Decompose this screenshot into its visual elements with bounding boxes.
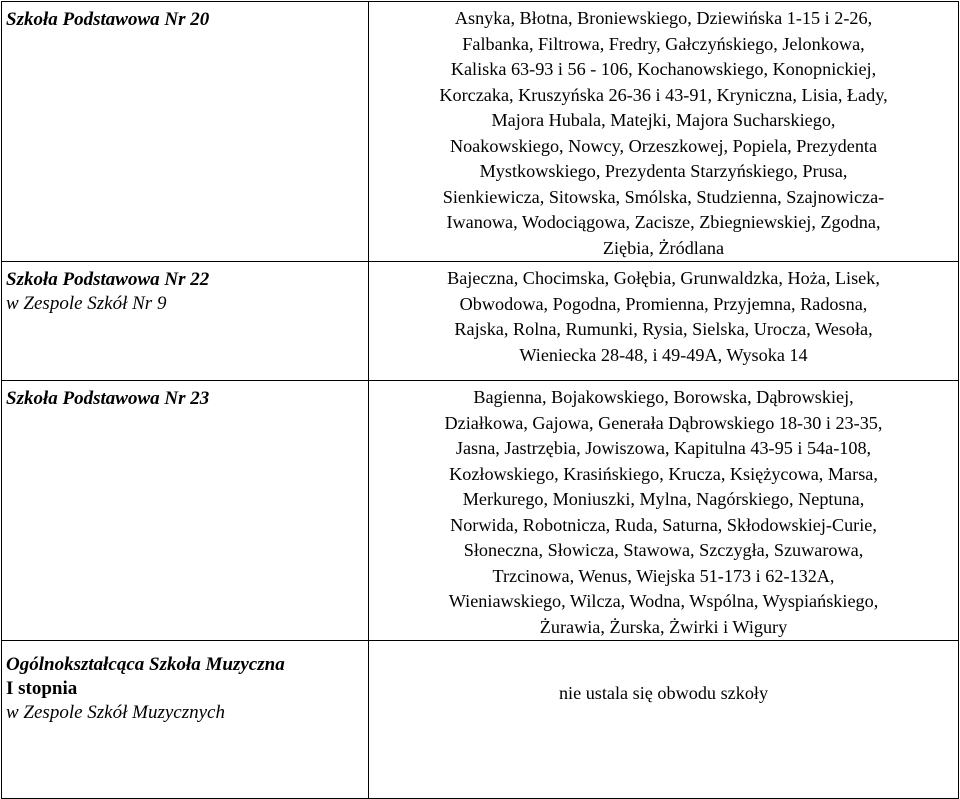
school-districts-table <box>1 1 959 799</box>
streets-line: Ziębia, Żródlana <box>602 237 725 258</box>
streets-line: Iwanowa, Wodociągowa, Zacisze, Zbiegniewskiej, Zgodna, <box>446 212 881 232</box>
streets-line: Jasna, Jastrzębia, Jowiszowa, Kapitulna 43-95 i 54a-108, <box>455 438 872 458</box>
streets-line: Słoneczna, Słowicza, Stawowa, Szczygła, Szuwarowa, <box>463 540 864 560</box>
streets-line: Obwodowa, Pogodna, Promienna, Przyjemna, Radosna, <box>459 293 868 314</box>
streets-line: Norwida, Robotnicza, Ruda, Saturna, Skłodowskiej-Curie, <box>450 514 877 535</box>
table-row <box>2 641 959 799</box>
school-subtitle: w Zespole Szkół Muzycznych <box>6 702 225 723</box>
streets-cell <box>369 2 959 262</box>
streets-line: Merkurego, Moniuszki, Mylna, Nagórskiego, Neptuna, <box>462 489 865 509</box>
streets-cell <box>369 381 959 641</box>
no-district-note: nie ustala się obwodu szkoły <box>558 683 769 703</box>
streets-line: Noakowskiego, Nowcy, Orzeszkowej, Popiela, Prezydenta <box>449 135 878 156</box>
streets-line: Rajska, Rolna, Rumunki, Rysia, Sielska, Urocza, Wesoła, <box>454 319 873 339</box>
school-level: I stopnia <box>6 678 78 699</box>
streets-line: Sienkiewicza, Sitowska, Smólska, Studzienna, Szajnowicza- <box>442 186 885 207</box>
streets-line: Korczaka, Kruszyńska 26-36 i 43-91, Kryniczna, Lisia, Łady, <box>439 84 888 105</box>
streets-line: Falbanka, Filtrowa, Fredry, Gałczyńskiego, Jelonkowa, <box>462 33 865 54</box>
streets-cell <box>369 262 959 381</box>
school-name: Ogólnokształcąca Szkoła Muzyczna <box>6 654 285 675</box>
school-name-cell <box>2 2 369 262</box>
school-name-cell <box>2 641 369 799</box>
school-name-cell <box>2 262 369 381</box>
school-name: Szkoła Podstawowa Nr 23 <box>6 388 210 409</box>
school-name: Szkoła Podstawowa Nr 20 <box>6 9 210 30</box>
streets-line: Bagienna, Bojakowskiego, Borowska, Dąbrowskiej, <box>473 387 854 407</box>
streets-line: Działkowa, Gajowa, Generała Dąbrowskiego 18-30 i 23-35, <box>444 412 883 433</box>
streets-line: Majora Hubala, Matejki, Majora Sucharskiego, <box>491 110 836 130</box>
school-name: Szkoła Podstawowa Nr 22 <box>6 269 210 290</box>
streets-line: Kaliska 63-93 i 56 - 106, Kochanowskiego, Konopnickiej, <box>450 59 877 79</box>
streets-line: Trzcinowa, Wenus, Wiejska 51-173 i 62-132A, <box>492 565 835 586</box>
streets-line: Wieniecka 28-48, i 49-49A, Wysoka 14 <box>519 344 808 365</box>
streets-line: Żurawia, Żurska, Żwirki i Wigury <box>539 616 788 637</box>
streets-line: Kozłowskiego, Krasińskiego, Krucza, Księżycowa, Marsa, <box>449 463 878 484</box>
table-row <box>2 2 959 262</box>
streets-line: Wieniawskiego, Wilcza, Wodna, Wspólna, Wyspiańskiego, <box>448 591 879 611</box>
streets-line: Asnyka, Błotna, Broniewskiego, Dziewińska 1-15 i 2-26, <box>454 8 873 28</box>
school-subtitle: w Zespole Szkół Nr 9 <box>6 293 167 314</box>
streets-line: Bajeczna, Chocimska, Gołębia, Grunwaldzka, Hoża, Lisek, <box>447 268 880 288</box>
table-row <box>2 262 959 381</box>
school-name-cell <box>2 381 369 641</box>
table-row <box>2 381 959 641</box>
streets-cell <box>369 641 959 799</box>
streets-line: Mystkowskiego, Prezydenta Starzyńskiego, Prusa, <box>479 161 848 181</box>
